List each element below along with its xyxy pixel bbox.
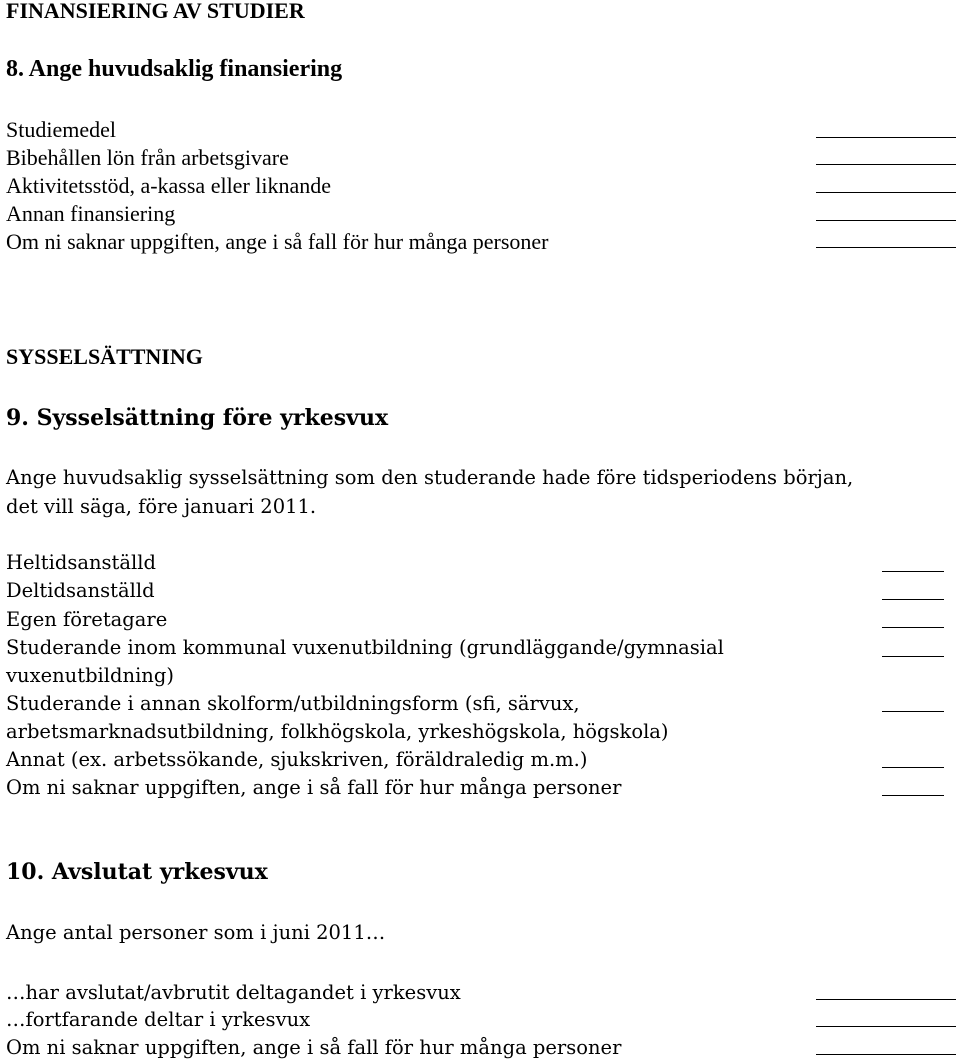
option-annan-finansiering: Annan finansiering — [6, 201, 176, 226]
option-fortfarande-deltar: …fortfarande deltar i yrkesvux — [6, 1008, 311, 1031]
answer-field-heltidsanstalld[interactable] — [882, 571, 944, 572]
option-saknar-uppgift-9: Om ni saknar uppgiften, ange i så fall för hur många personer — [6, 776, 622, 799]
option-studerande-komvux-line2: vuxenutbildning) — [6, 664, 174, 687]
question-9-intro-line1: Ange huvudsaklig sysselsättning som den studerande hade före tidsperiodens början, — [6, 466, 854, 489]
option-saknar-uppgift: Om ni saknar uppgiften, ange i så fall för hur många personer — [6, 229, 549, 254]
option-studerande-annan-line2: arbetsmarknadsutbildning, folkhögskola, yrkeshögskola, högskola) — [6, 720, 669, 743]
section-heading-finansiering: FINANSIERING AV STUDIER — [6, 0, 305, 23]
answer-field-saknar-uppgift-10[interactable] — [816, 1054, 956, 1055]
question-10-title: 10. Avslutat yrkesvux — [6, 859, 268, 885]
answer-field-studerande-annan[interactable] — [882, 711, 944, 712]
option-deltidsanstalld: Deltidsanställd — [6, 579, 155, 602]
option-avslutat: …har avslutat/avbrutit deltagandet i yrkesvux — [6, 981, 461, 1004]
option-studerande-komvux-line1: Studerande inom kommunal vuxenutbildning (grundläggande/gymnasial — [6, 636, 724, 659]
option-aktivitetsstod: Aktivitetsstöd, a-kassa eller liknande — [6, 173, 332, 198]
question-9-title: 9. Sysselsättning före yrkesvux — [6, 405, 389, 431]
option-studerande-annan-line1: Studerande i annan skolform/utbildningsform (sfi, särvux, — [6, 692, 580, 715]
answer-field-annan-finansiering[interactable] — [816, 220, 956, 221]
answer-field-saknar-uppgift[interactable] — [816, 247, 956, 248]
answer-field-egen-foretagare[interactable] — [882, 627, 944, 628]
option-studiemedel: Studiemedel — [6, 117, 116, 142]
option-heltidsanstalld: Heltidsanställd — [6, 551, 156, 574]
option-egen-foretagare: Egen företagare — [6, 608, 168, 631]
answer-field-avslutat[interactable] — [816, 999, 956, 1000]
answer-field-studerande-komvux[interactable] — [882, 656, 944, 657]
question-9-intro-line2: det vill säga, före januari 2011. — [6, 495, 317, 518]
section-heading-sysselsattning: SYSSELSÄTTNING — [6, 344, 203, 369]
answer-field-bibehallen-lon[interactable] — [816, 164, 956, 165]
question-8-title: 8. Ange huvudsaklig finansiering — [6, 56, 343, 82]
answer-field-studiemedel[interactable] — [816, 137, 956, 138]
answer-field-fortfarande-deltar[interactable] — [816, 1026, 956, 1027]
option-saknar-uppgift-10: Om ni saknar uppgiften, ange i så fall för hur många personer — [6, 1036, 622, 1059]
answer-field-aktivitetsstod[interactable] — [816, 192, 956, 193]
answer-field-annat[interactable] — [882, 767, 944, 768]
option-bibehallen-lon: Bibehållen lön från arbetsgivare — [6, 145, 289, 170]
answer-field-saknar-uppgift-9[interactable] — [882, 795, 944, 796]
question-10-intro: Ange antal personer som i juni 2011… — [6, 921, 386, 944]
answer-field-deltidsanstalld[interactable] — [882, 599, 944, 600]
option-annat: Annat (ex. arbetssökande, sjukskriven, föräldraledig m.m.) — [6, 748, 588, 771]
